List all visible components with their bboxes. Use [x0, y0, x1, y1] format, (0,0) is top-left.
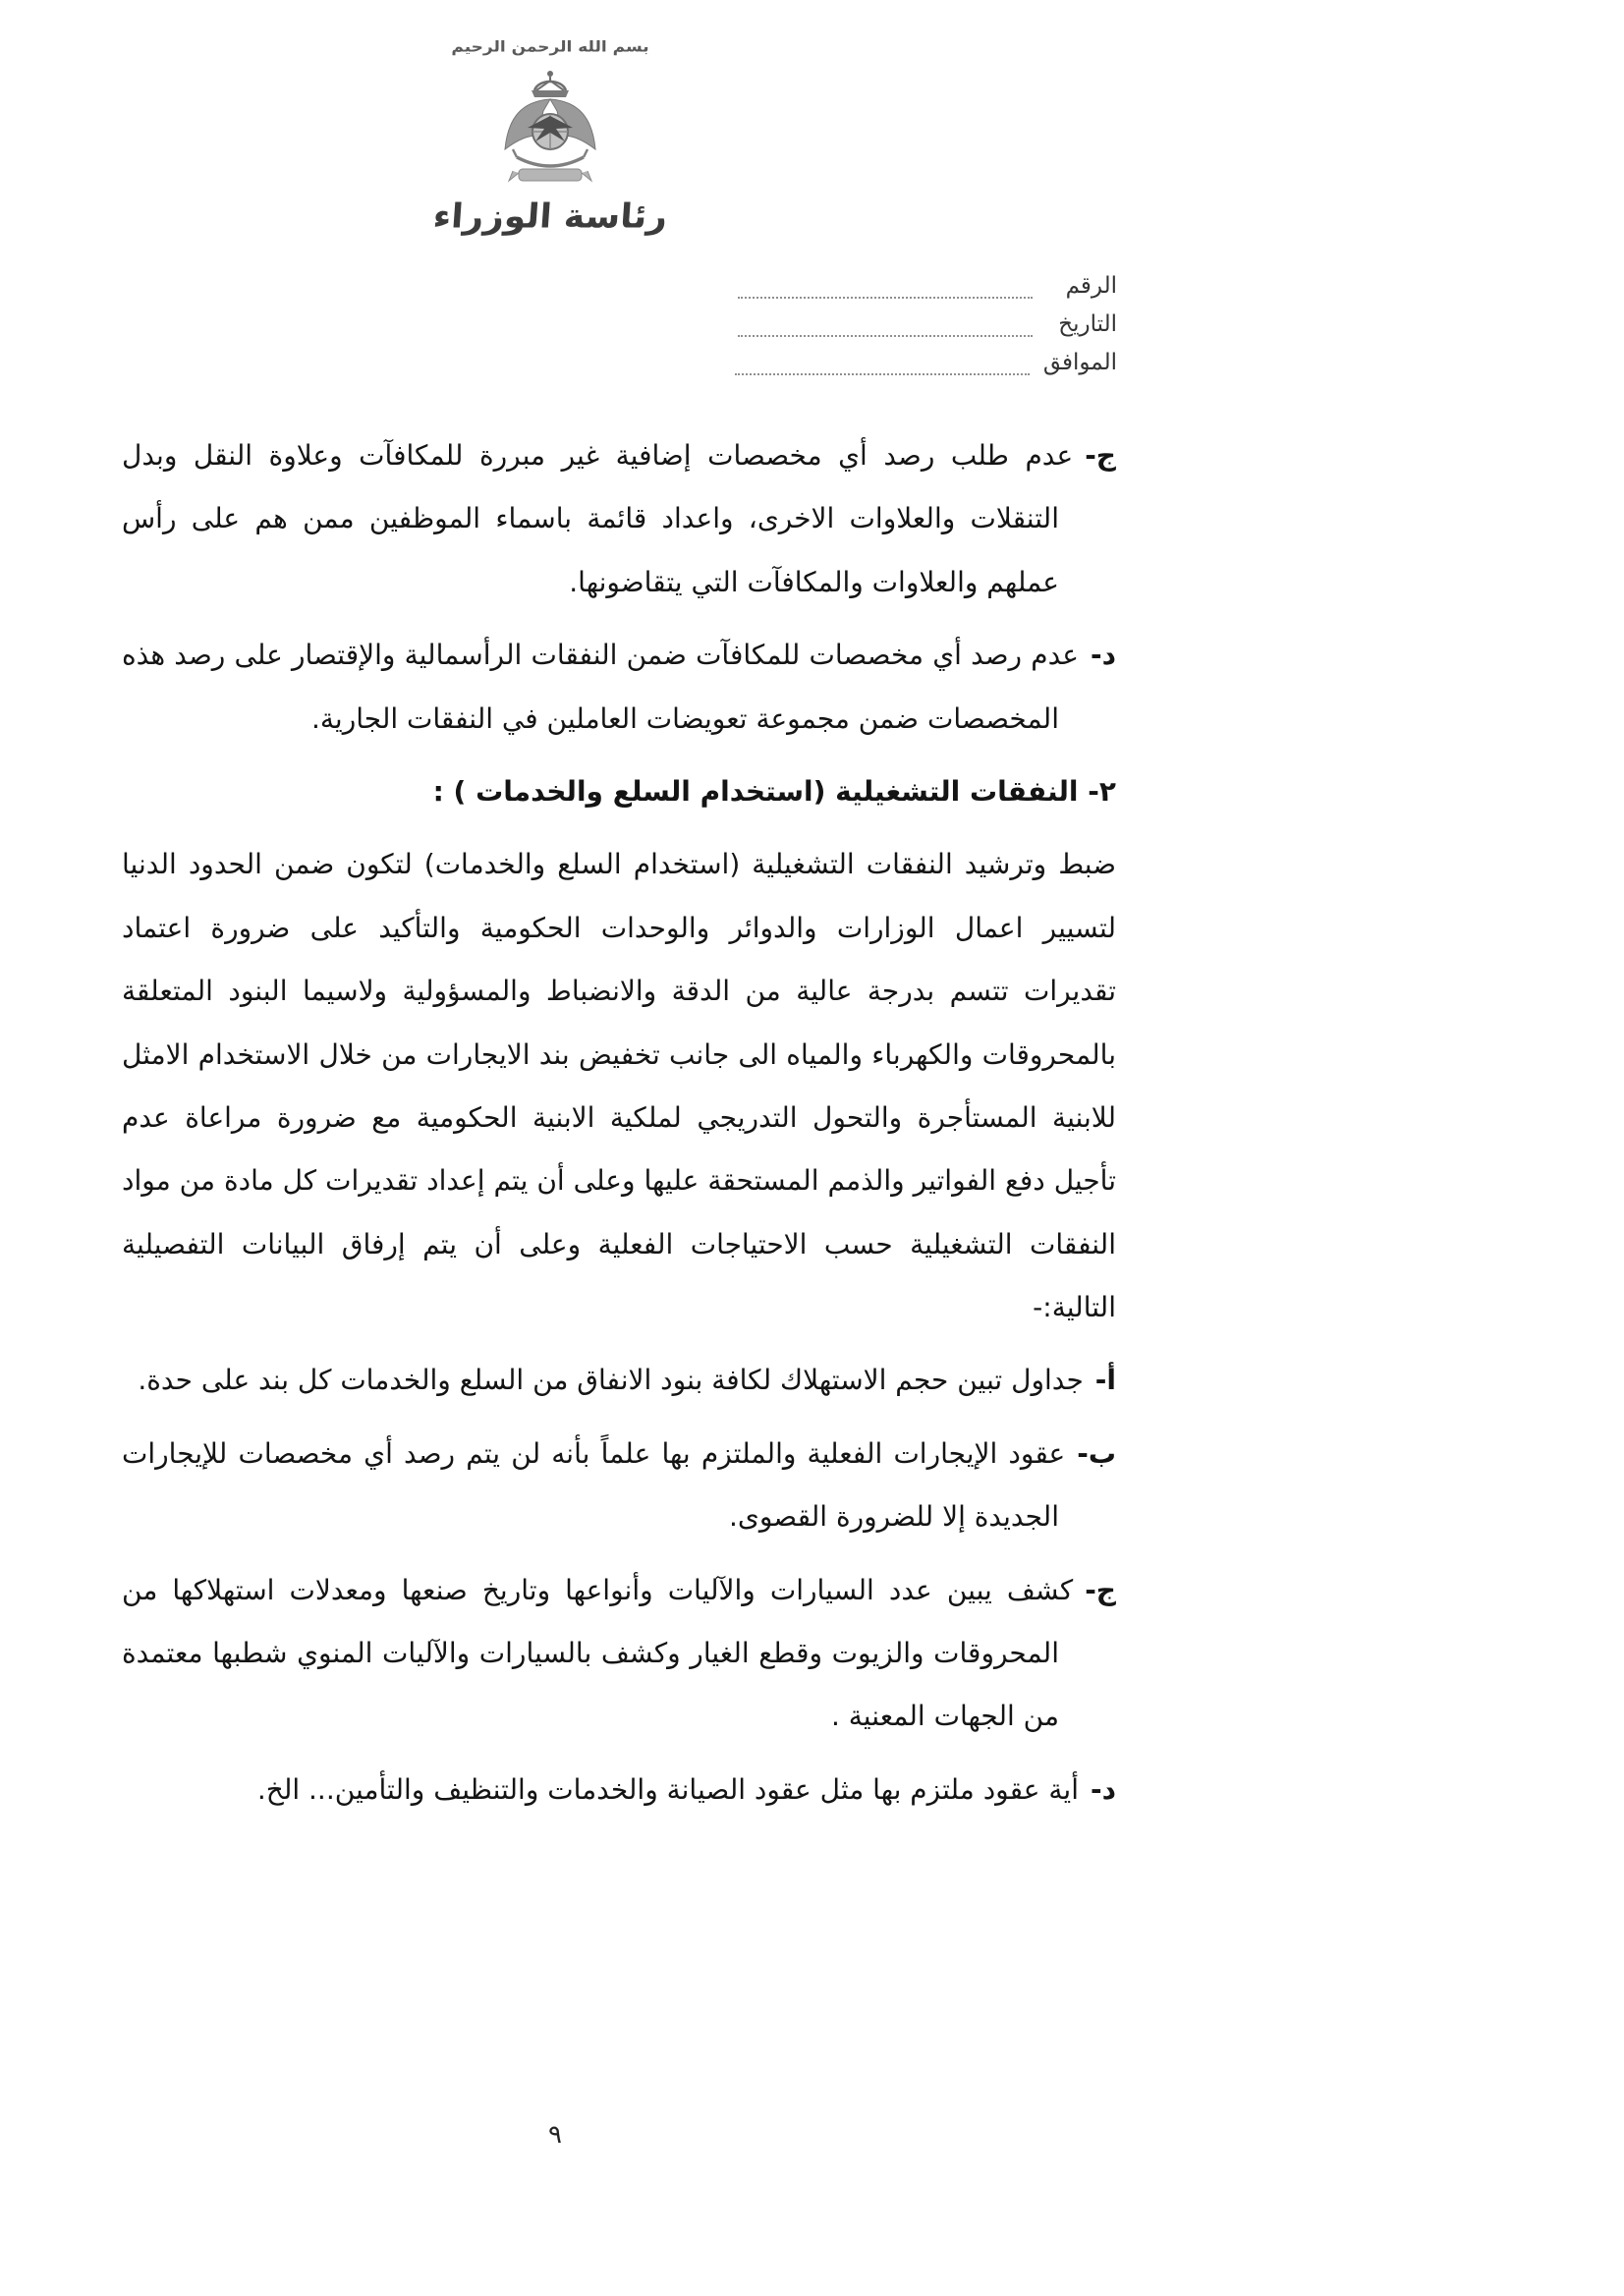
- item-text: عدم طلب رصد أي مخصصات إضافية غير مبررة للمكافآت وعلاوة النقل وبدل التنقلات والعلاوات الاخرى، واعداد قائمة باسماء الموظفين ممن هم على رأس عملهم والعلاوات والمكافآت التي يتقاضونها.: [122, 439, 1074, 598]
- field-date: [735, 311, 1117, 337]
- list-item-dal: [122, 624, 1116, 751]
- item-marker: ج-: [1085, 439, 1116, 472]
- dotted-line-corresponding: [735, 351, 1030, 375]
- reference-fields: [735, 273, 1117, 388]
- sub-item-dal: [122, 1759, 1116, 1821]
- ministry-title-calligraphy: رئاسة الوزراء: [431, 197, 669, 236]
- document-header: [378, 37, 722, 237]
- field-corresponding: [735, 350, 1117, 375]
- body-paragraph: ضبط وترشيد النفقات التشغيلية (استخدام السلع والخدمات) لتكون ضمن الحدود الدنيا لتسيير اعمال الوزارات والدوائر والوحدات الحكومية والتأكيد على ضرورة اعتماد تقديرات تتسم بدرجة عالية من الدقة والانضباط والمسؤولية ولاسيما البنود المتعلقة بالمحروقات والكهرباء والمياه الى جانب تخفيض بند الايجارات من خلال الاستخدام الامثل للابنية المستأجرة والتحول التدريجي لملكية الابنية الحكومية مع ضرورة مراعاة عدم تأجيل دفع الفواتير والذمم المستحقة عليها وعلى أن يتم إعداد تقديرات كل مادة من مواد النفقات التشغيلية حسب الاحتياجات الفعلية وعلى أن يتم إرفاق البيانات التفصيلية التالية:-: [122, 848, 1116, 1324]
- field-label-date: التاريخ: [1058, 311, 1117, 337]
- item-text: عدم رصد أي مخصصات للمكافآت ضمن النفقات الرأسمالية والإقتصار على رصد هذه المخصصات ضمن مجموعة تعويضات العاملين في النفقات الجارية.: [122, 639, 1079, 735]
- bismillah-calligraphy: بسم الله الرحمن الرحيم: [451, 38, 649, 56]
- item-text: كشف يبين عدد السيارات والآليات وأنواعها وتاريخ صنعها ومعدلات استهلاكها من المحروقات والزيوت وقطع الغيار وكشف بالسيارات والآليات المنوي شطبها معتمدة من الجهات المعنية .: [122, 1573, 1074, 1733]
- document-body: [122, 424, 1116, 1831]
- item-text: أية عقود ملتزم بها مثل عقود الصيانة والخدمات والتنظيف والتأمين... الخ.: [256, 1772, 1079, 1806]
- item-marker: أ-: [1094, 1364, 1116, 1397]
- field-number: [735, 273, 1117, 299]
- dotted-line-date: [738, 312, 1033, 337]
- item-text: عقود الإيجارات الفعلية والملتزم بها علماً بأنه لن يتم رصد أي مخصصات للإيجارات الجديدة إلا للضرورة القصوى.: [122, 1436, 1066, 1534]
- item-marker: د-: [1091, 1772, 1116, 1806]
- item-marker: ب-: [1077, 1436, 1116, 1470]
- sub-item-jeem: [122, 1559, 1116, 1749]
- item-text: جداول تبين حجم الاستهلاك لكافة بنود الانفاق من السلع والخدمات كل بند على حدة.: [138, 1364, 1084, 1397]
- item-marker: د-: [1091, 639, 1116, 672]
- section-heading: ٢- النفقات التشغيلية (استخدام السلع والخدمات ) :: [432, 774, 1116, 808]
- field-label-number: الرقم: [1065, 273, 1117, 299]
- jordan-coat-of-arms-icon: [486, 67, 614, 193]
- sub-item-alif: [122, 1349, 1116, 1412]
- dotted-line-number: [738, 274, 1033, 299]
- sub-item-ba: [122, 1423, 1116, 1549]
- list-item-jeem: [122, 424, 1116, 614]
- field-label-corresponding: الموافق: [1042, 350, 1117, 375]
- item-marker: ج-: [1085, 1573, 1116, 1606]
- page-number: ٩: [548, 2120, 562, 2150]
